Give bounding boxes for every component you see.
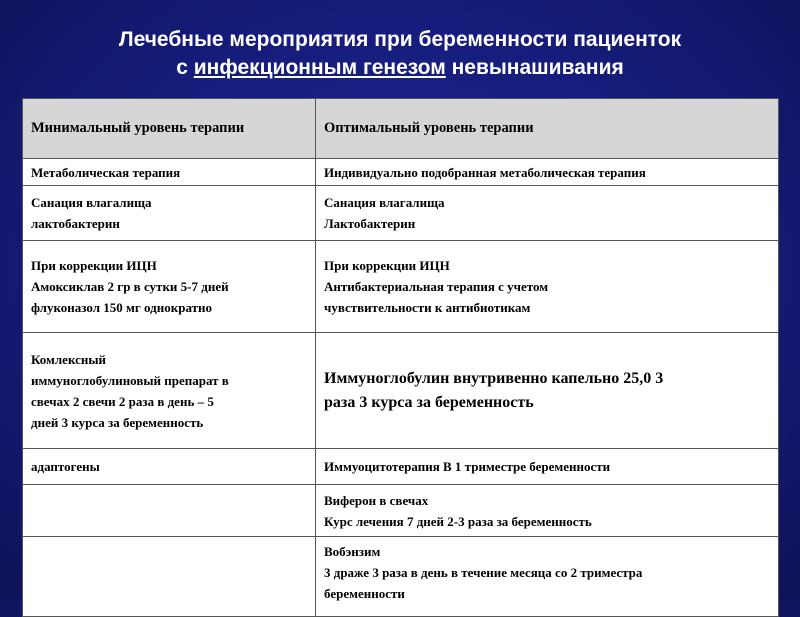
cell-minimal <box>23 537 316 617</box>
cell-minimal <box>23 159 316 186</box>
cell-minimal <box>23 485 316 537</box>
cell-line: адаптогены <box>31 459 100 474</box>
cell-line: беременности <box>324 586 405 601</box>
cell-minimal <box>23 333 316 449</box>
cell-line: При коррекции ИЦН <box>324 258 450 273</box>
cell-line: лактобактерин <box>31 216 120 231</box>
cell-optimal <box>316 485 779 537</box>
title-line-2-suffix: невынашивания <box>445 56 624 79</box>
table-row <box>23 159 779 186</box>
title-underlined-phrase: инфекционным генезом <box>193 56 446 79</box>
cell-line: При коррекции ИЦН <box>31 258 157 273</box>
cell-line: Комлексный <box>31 351 107 367</box>
table-row <box>23 537 779 617</box>
cell-line: Антибактериальная терапия с учетом <box>324 279 549 294</box>
cell-minimal <box>23 186 316 241</box>
title-line-2 <box>0 54 800 82</box>
cell-optimal <box>316 537 779 617</box>
table-row <box>23 485 779 537</box>
cell-line: Иммуоцитотерапия В 1 триместре беременности <box>324 459 611 474</box>
cell-line: Санация влагалища <box>31 195 152 210</box>
therapy-table <box>22 98 779 617</box>
cell-line: раза 3 курса за беременность <box>324 393 534 411</box>
table-row <box>23 449 779 485</box>
cell-line: свечах 2 свечи 2 раза в день – 5 <box>31 393 214 409</box>
cell-line: Виферон в свечах <box>324 492 429 508</box>
title-line-1: Лечебные мероприятия при беременности пациенток <box>118 28 682 51</box>
cell-minimal <box>23 449 316 485</box>
slide-title <box>0 26 800 82</box>
cell-minimal <box>23 241 316 333</box>
cell-line: Индивидуально подобранная метаболическая терапия <box>324 164 646 180</box>
table-row <box>23 186 779 241</box>
cell-line: Вобэнзим <box>324 544 381 559</box>
table-row <box>23 333 779 449</box>
cell-line: чувствительности к антибиотикам <box>324 300 531 315</box>
cell-optimal <box>316 333 779 449</box>
cell-optimal <box>316 186 779 241</box>
cell-line: иммуноглобулиновый препарат в <box>31 372 229 388</box>
cell-line: Иммуноглобулин внутривенно капельно 25,0 3 <box>324 369 664 387</box>
cell-optimal <box>316 449 779 485</box>
cell-line: Санация влагалища <box>324 195 445 210</box>
header-minimal: Минимальный уровень терапии <box>23 99 316 159</box>
cell-optimal <box>316 241 779 333</box>
cell-line: дней 3 курса за беременность <box>31 414 204 430</box>
table-header-row <box>23 99 779 159</box>
cell-line: флуконазол 150 мг однократно <box>31 300 213 315</box>
cell-line: Курс лечения 7 дней 2-3 раза за беременность <box>324 513 592 529</box>
cell-line: Лактобактерин <box>324 216 416 231</box>
table-row <box>23 241 779 333</box>
cell-line: Метаболическая терапия <box>31 164 181 180</box>
cell-line: Амоксиклав 2 гр в сутки 5-7 дней <box>31 279 229 294</box>
cell-optimal <box>316 159 779 186</box>
header-optimal: Оптимальный уровень терапии <box>316 99 779 159</box>
title-line-2-prefix: с <box>176 56 194 79</box>
cell-line: 3 драже 3 раза в день в течение месяца со 2 триместра <box>324 565 643 580</box>
